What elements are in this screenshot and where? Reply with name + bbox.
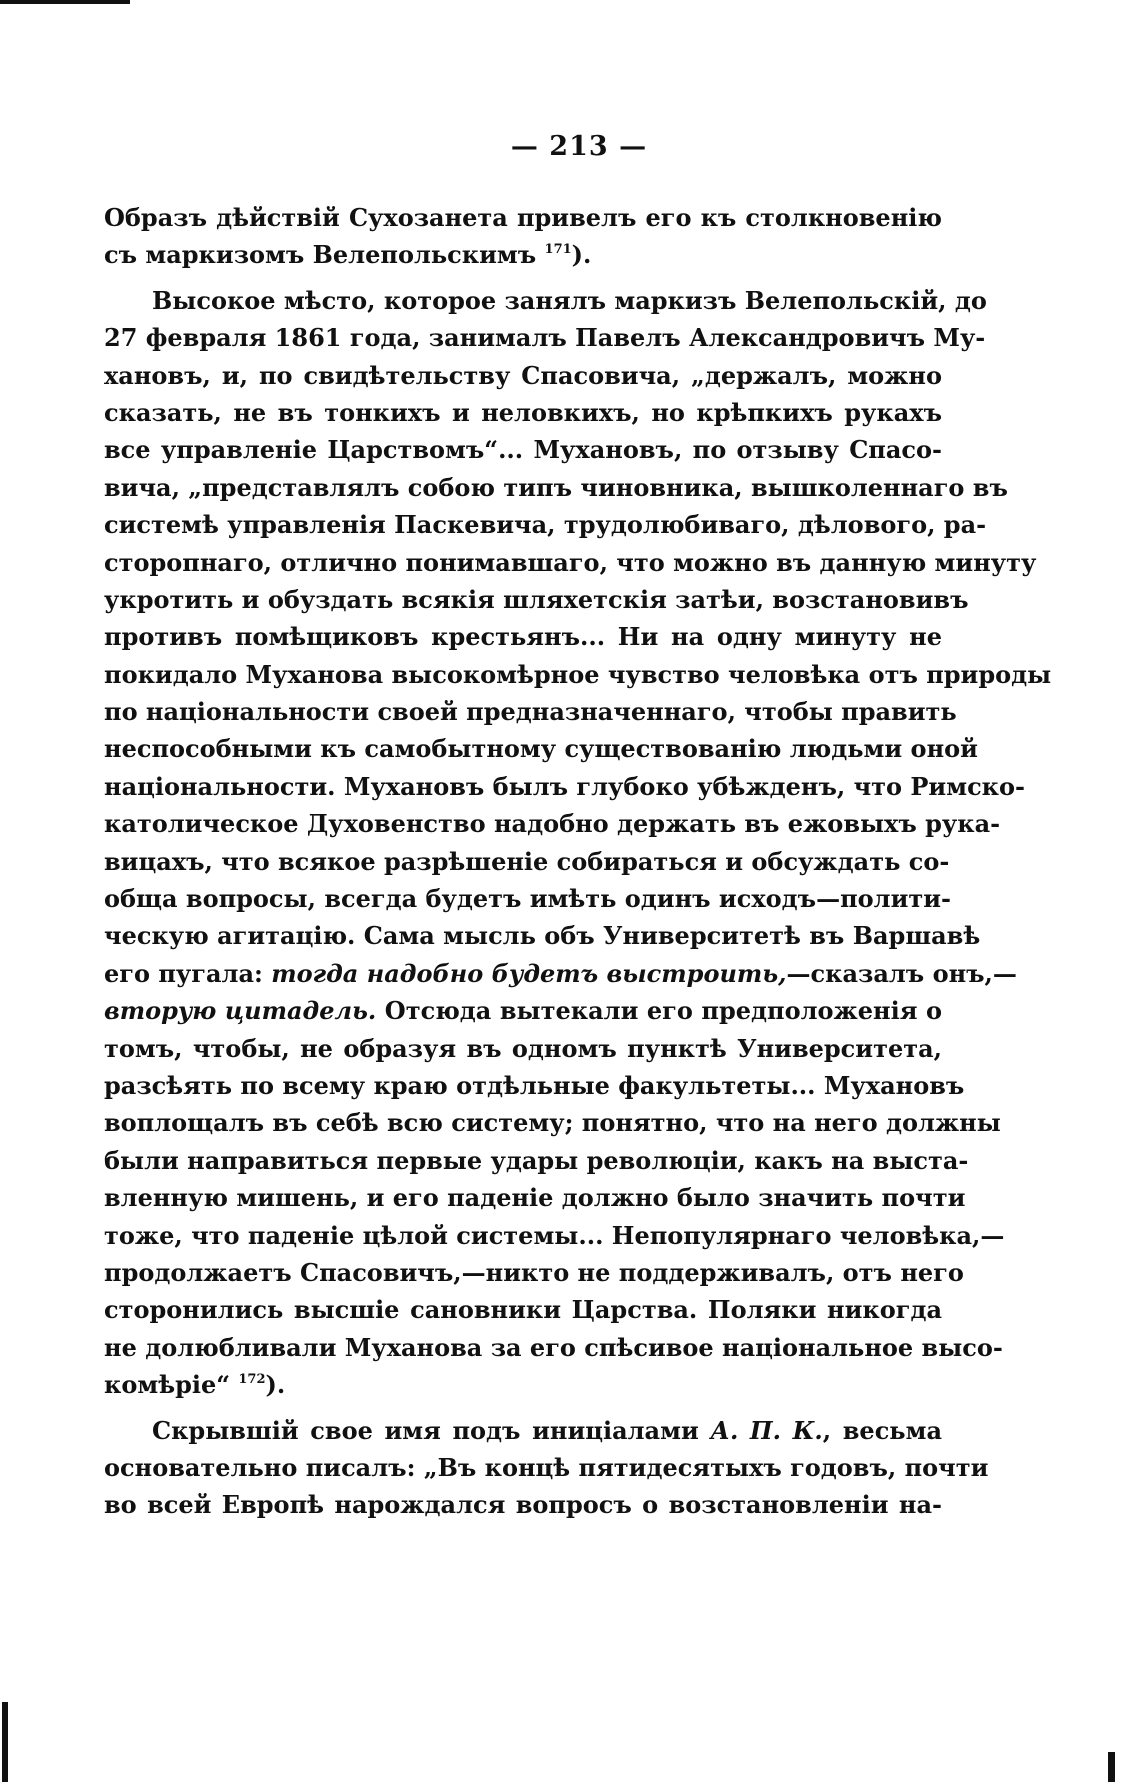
line-text: вленную мишень, и его паденіе должно было значить почти [104, 1183, 966, 1213]
line-text: все управленіе Царствомъ“... Мухановъ, по отзыву Спасо- [104, 435, 942, 465]
text-line [104, 1217, 1005, 1254]
line-text: 27 февраля 1861 года, занималъ Павелъ Александровичъ Му- [104, 323, 986, 353]
line-text: Скрывшій свое имя подъ иниціалами [152, 1415, 711, 1445]
line-text: сказать, не въ тонкихъ и неловкихъ, но крѣпкихъ рукахъ [104, 397, 942, 427]
text-line [104, 581, 969, 618]
line-text: укротить и обуздать всякія шляхетскія затѣи, возстановивъ [104, 584, 969, 614]
italic-text: А. П. К. [710, 1415, 823, 1445]
text-line [104, 1030, 942, 1067]
line-text: ческую агитацію. Сама мысль объ Университетѣ въ Варшавѣ [104, 921, 981, 951]
text-line [104, 693, 957, 730]
paragraph-gap [104, 1404, 942, 1412]
scan-edge-mark-bottom-left [2, 1702, 8, 1782]
text-line [104, 843, 950, 880]
italic-text: вторую цитадель. [104, 996, 377, 1026]
line-text: системѣ управленія Паскевича, трудолюбиваго, дѣлового, ра- [104, 510, 987, 540]
line-text: національности. Мухановъ былъ глубоко убѣжденъ, что Римско- [104, 771, 1025, 801]
text-line [104, 1366, 942, 1403]
text-line [104, 1486, 942, 1523]
line-text: съ маркизомъ Велепольскимъ [104, 240, 545, 270]
text-line [104, 394, 942, 431]
line-text: покидало Муханова высокомѣрное чувство человѣка отъ природы [104, 659, 1052, 689]
footnote-ref: 171 [544, 242, 572, 258]
line-text: сторонились высшіе сановники Царства. Поляки никогда [104, 1295, 942, 1325]
text-line [104, 1142, 969, 1179]
text-line [104, 1291, 942, 1328]
text-line [104, 506, 987, 543]
text-line [104, 1449, 989, 1486]
line-text: томъ, чтобы, не образуя въ одномъ пунктѣ Университета, [104, 1033, 942, 1063]
text-line [104, 768, 1025, 805]
text-line [104, 357, 942, 394]
line-text: вицахъ, что всякое разрѣшеніе собираться и обсуждать со- [104, 846, 950, 876]
page-number: — 213 — [510, 131, 648, 162]
text-line [104, 236, 942, 273]
line-text: Высокое мѣсто, которое занялъ маркизъ Велепольскій, до [152, 285, 987, 315]
line-text: противъ помѣщиковъ крестьянъ... Ни на одну минуту не [104, 622, 942, 652]
text-line [104, 469, 1008, 506]
line-text: Образъ дѣйствій Сухозанета привелъ его къ столкновенію [104, 203, 942, 232]
text-line [104, 319, 986, 356]
line-text: его пугала: [104, 958, 272, 988]
line-text: хановъ, и, по свидѣтельству Спасовича, „держалъ, можно [104, 360, 942, 390]
line-text: католическое Духовенство надобно держать въ ежовыхъ рука- [104, 809, 1001, 839]
text-line [104, 544, 1037, 581]
text-line [104, 805, 1001, 842]
line-text: Отсюда вытекали его предположенія о [376, 996, 942, 1026]
line-text: воплощалъ въ себѣ всю систему; понятно, что на него должны [104, 1108, 1001, 1138]
text-line [104, 1179, 966, 1216]
text-line [104, 199, 942, 236]
italic-text: тогда надобно будетъ выстроить, [271, 958, 787, 988]
text-line [104, 880, 951, 917]
line-text: разсѣять по всему краю отдѣльные факультеты... Мухановъ [104, 1070, 965, 1100]
paragraph-gap [104, 274, 942, 282]
text-line [104, 1412, 942, 1449]
text-line [104, 1329, 1003, 1366]
text-line [104, 730, 978, 767]
line-text: продолжаетъ Спасовичъ,—никто не поддерживалъ, отъ него [104, 1257, 964, 1287]
text-line [104, 955, 1017, 992]
line-text: комѣріе“ [104, 1370, 239, 1400]
line-text-tail: ). [265, 1370, 286, 1400]
line-text: обща вопросы, всегда будетъ имѣть одинъ исходъ—полити- [104, 884, 951, 914]
text-line [104, 1067, 965, 1104]
text-line [104, 1104, 1001, 1141]
text-line [104, 431, 942, 468]
line-text: основательно писалъ: „Въ концѣ пятидесятыхъ годовъ, почти [104, 1452, 989, 1482]
line-text: вича, „представлялъ собою типъ чиновника, вышколеннаго въ [104, 472, 1008, 502]
text-line [104, 992, 942, 1029]
text-line [104, 656, 1052, 693]
line-text-tail: ). [571, 240, 592, 270]
line-text: по національности своей предназначеннаго, чтобы править [104, 697, 957, 727]
line-text: не долюбливали Муханова за его спѣсивое національное высо- [104, 1332, 1003, 1362]
line-text: были направиться первые удары революціи, какъ на выста- [104, 1145, 969, 1175]
scan-edge-mark-top-left [0, 0, 130, 4]
line-text: неспособными къ самобытному существованію людьми оной [104, 734, 978, 764]
footnote-ref: 172 [238, 1372, 266, 1388]
line-text-tail: —сказалъ онъ,— [786, 958, 1017, 988]
text-line [104, 1254, 964, 1291]
line-text: во всей Европѣ нарождался вопросъ о возстановленіи на- [104, 1490, 942, 1520]
scan-edge-mark-bottom-right [1108, 1752, 1115, 1782]
line-text: сторопнаго, отлично понимавшаго, что можно въ данную минуту [104, 547, 1037, 577]
line-text: тоже, что паденіе цѣлой системы... Непопулярнаго человѣка,— [104, 1220, 1005, 1250]
text-line [104, 282, 987, 319]
line-text-tail: , весьма [822, 1415, 942, 1445]
text-line [104, 618, 942, 655]
text-line [104, 917, 981, 954]
body-text [104, 199, 1052, 1524]
